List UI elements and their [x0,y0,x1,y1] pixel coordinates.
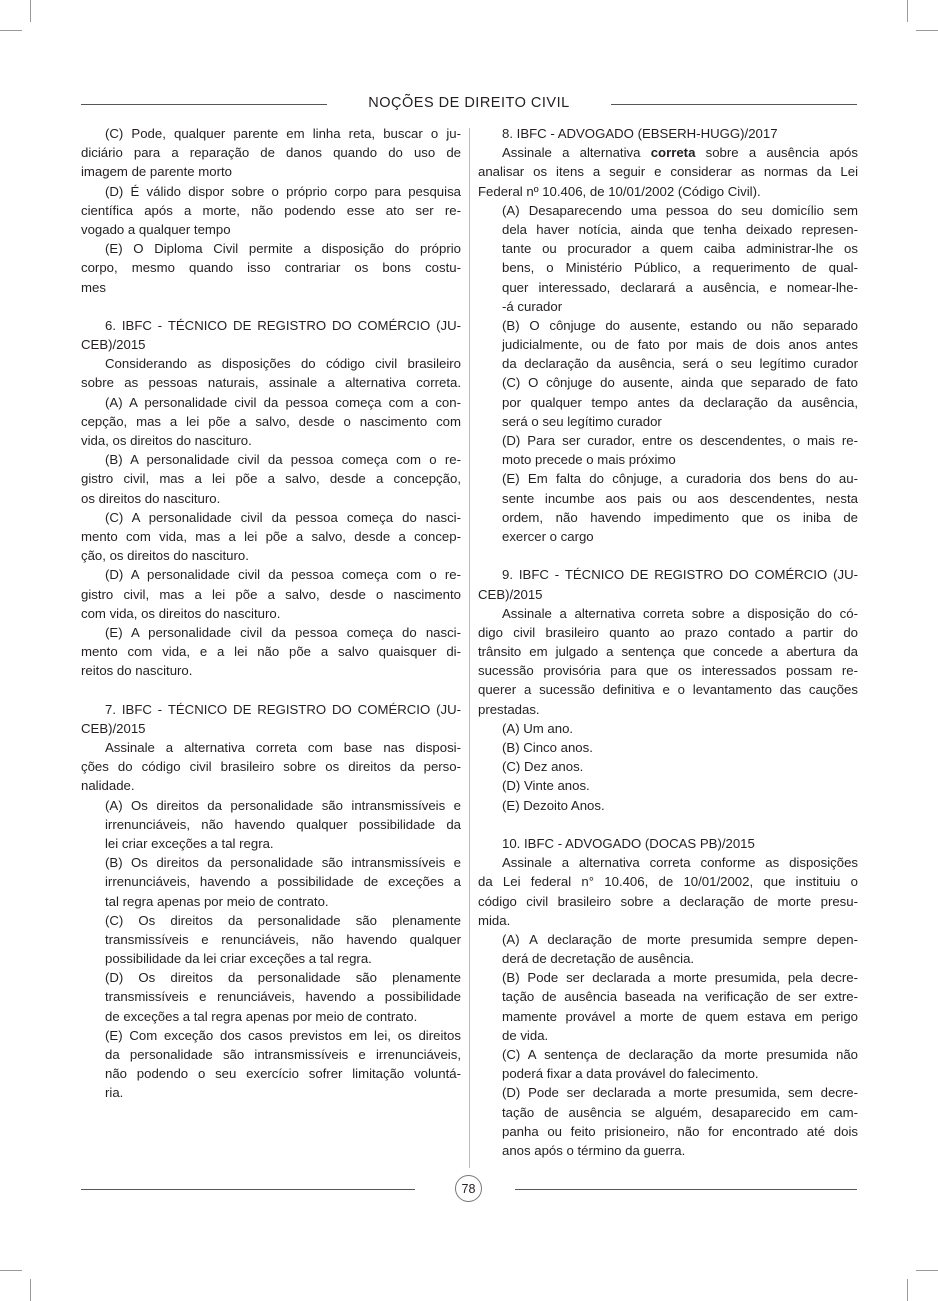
text-line: lei criar exceções a tal regra. [105,835,274,851]
answer-option: (D) Vinte anos. [502,778,590,794]
text-line: de vida. [502,1027,549,1043]
text-line: Assinale a alternativa correta com base nas disposi- [105,740,461,755]
text-line: de exceções a tal regra apenas por meio de contrato. [105,1008,418,1024]
text-line: Assinale a alternativa correta conforme as disposições [502,855,858,871]
text-line: poderá fixar a data provável do falecimento. [502,1066,759,1082]
text-line: mento com vida, e a lei não põe a salvo quaisquer di- [81,644,461,660]
text-line: vogado a qualquer tempo [81,221,231,237]
text-line: da declaração da ausência, será o seu legítimo curador [502,356,858,372]
text-line: (B) A personalidade civil da pessoa começa com o re- [105,452,461,468]
text-line: vida, os direitos do nascituro. [81,433,252,448]
right-column [478,124,858,1160]
text-line: diciário para a reparação de danos quando do uso de [81,145,461,161]
text-line: código civil brasileiro sobre a declaração de morte presu- [478,893,858,909]
question-heading: CEB)/2015 [478,586,543,602]
text-line: -á curador [502,298,563,314]
text-line: (D) Os direitos da personalidade são plenamente [105,970,461,986]
footer-rule-right [515,1189,857,1190]
text-line: (D) É válido dispor sobre o próprio corpo para pesquisa [105,183,461,199]
text-line: reitos do nascituro. [81,663,193,679]
text-line: não podendo o seu exercício sofrer limitação voluntá- [105,1066,461,1082]
text-line: Federal nº 10.406, de 10/01/2002 (Código Civil). [478,183,761,199]
text-line: moto precede o mais próximo [502,452,676,468]
paragraph-gap [81,680,461,699]
text-line: imagem de parente morto [81,164,232,180]
text-line: (C) Pode, qualquer parente em linha reta, buscar o ju- [105,126,461,141]
text-line: (B) Pode ser declarada a morte presumida, pela decre- [502,970,858,986]
crop-mark [916,30,938,31]
crop-mark [916,1270,938,1271]
answer-option: (A) Um ano. [502,720,574,736]
crop-mark [907,0,908,22]
page-title: NOÇÕES DE DIREITO CIVIL [368,95,570,111]
text-line: por qualquer tempo antes da declaração da ausência, [502,394,858,410]
text-line: (D) Pode ser declarada a morte presumida, sem decre- [502,1085,858,1101]
question-heading: 6. IBFC - TÉCNICO DE REGISTRO DO COMÉRCIO (JU- [105,317,461,333]
text-line: irrenunciáveis, havendo a possibilidade de exceções a [105,874,461,890]
text-line: Assinale a alternativa correta sobre a disposição do có- [502,605,858,621]
text-line: mida. [478,912,511,928]
question-heading: 10. IBFC - ADVOGADO (DOCAS PB)/2015 [502,835,755,851]
text-line: ções do código civil brasileiro sobre os direitos da perso- [81,759,461,775]
text-line: com vida, os direitos do nascituro. [81,605,281,621]
question-heading: 7. IBFC - TÉCNICO DE REGISTRO DO COMÉRCIO (JU- [105,701,461,717]
text-line [478,143,858,162]
text-line: ordem, não havendo impedimento que os iniba de [502,509,858,525]
text-line: cepção, mas a lei põe a salvo, desde o nascimento com [81,413,461,429]
text-line: tação de ausência se alguém, desaparecido em cam- [502,1104,858,1120]
footer-rule-left [81,1189,415,1190]
text-line: (C) A sentença de declaração da morte presumida não [502,1047,858,1062]
text-line: (E) Em falta do cônjuge, a curadoria dos bens do au- [502,471,858,487]
text-line: gistro civil, mas a lei põe a salvo, desde a concepção, [81,471,461,487]
crop-mark [30,1279,31,1301]
text-line: (B) Os direitos da personalidade são intransmissíveis e [105,855,461,871]
text-line: gistro civil, mas a lei põe a salvo, desde o nascimento [81,586,461,602]
crop-mark [0,30,22,31]
text-line: científica após a morte, não podendo esse ato ser re- [81,202,461,218]
answer-option: (C) Dez anos. [502,759,584,775]
text-line: transmissíveis e renunciáveis, havendo a possibilidade [105,989,461,1005]
text-line: os direitos do nascituro. [81,490,221,506]
column-divider [469,128,470,1168]
text-line: derá de decretação de ausência. [502,951,695,967]
text-line: bens, o Ministério Público, a requerimento de qual- [502,260,858,276]
text-line: possibilidade da lei criar exceções a tal regra. [105,951,372,967]
text-line: exercer o cargo [502,528,594,544]
text-line: sente incumbe aos pais ou aos descendentes, nesta [502,490,858,506]
question-heading: 8. IBFC - ADVOGADO (EBSERH-HUGG)/2017 [502,126,778,141]
text-line: (A) Os direitos da personalidade são intransmissíveis e [105,797,461,813]
text-line: sobre as pessoas naturais, assinale a alternativa correta. [81,375,461,391]
text-line: transmissíveis e renunciáveis, não havendo qualquer [105,931,461,947]
text-line: da personalidade são intransmissíveis e irrenunciáveis, [105,1047,461,1062]
text-line: panha ou feito prisioneiro, não for encontrado até dois [502,1123,858,1139]
text-line: (C) Os direitos da personalidade são plenamente [105,912,461,928]
text-line: mamente provável a morte de quem estava em perigo [502,1008,858,1024]
text-line: da Lei federal n° 10.406, de 10/01/2002, que instituiu o [478,874,858,890]
text-line: trânsito em julgado a sentença que concede a abertura da [478,644,858,660]
left-column [81,124,461,1103]
question-heading: CEB)/2015 [81,337,146,353]
text-line: judicialmente, ou de fato por mais de dois anos antes [502,337,858,353]
text-line: será o seu legítimo curador [502,413,662,429]
answer-option: (B) Cinco anos. [502,740,593,755]
text-line: (C) O cônjuge do ausente, ainda que separado de fato [502,375,858,391]
text-line: corpo, mesmo quando isso contrariar os bons costu- [81,260,461,276]
text-line: (B) O cônjuge do ausente, estando ou não separado [502,317,858,333]
text-line: Considerando as disposições do código civil brasileiro [105,356,461,372]
text-line: (A) A personalidade civil da pessoa começa com a con- [105,394,461,410]
text-span: Assinale a alternativa [502,145,651,161]
crop-mark [907,1279,908,1301]
text-line: (C) A personalidade civil da pessoa começa do nasci- [105,509,461,525]
text-line: querer a sucessão definitiva e o levantamento das cauções [478,682,858,698]
text-line: dela haver notícia, ainda que tenha deixado represen- [502,221,858,237]
paragraph-gap [478,546,858,565]
crop-mark [30,0,31,22]
text-line: digo civil brasileiro quanto ao prazo contado a partir do [478,624,858,640]
text-line: irrenunciáveis, não havendo qualquer possibilidade da [105,816,461,832]
page-number: 78 [455,1175,482,1202]
text-line: (A) Desaparecendo uma pessoa do seu domicílio sem [502,202,858,218]
paragraph-gap [81,297,461,316]
text-line: (D) Para ser curador, entre os descendentes, o mais re- [502,433,858,448]
paragraph-gap [478,815,858,834]
question-heading: CEB)/2015 [81,720,146,736]
text-line: ria. [105,1085,124,1101]
text-line: sucessão provisória para que os interessados possam re- [478,663,858,679]
text-line: (A) A declaração de morte presumida sempre depen- [502,931,858,947]
text-line: (E) A personalidade civil da pessoa começa do nasci- [105,624,461,640]
text-line: (E) Com exceção dos casos previstos em lei, os direitos [105,1027,461,1043]
text-line: mento com vida, mas a lei põe a salvo, desde a concep- [81,528,461,544]
text-line: tação de ausência baseada na verificação de ser extre- [502,989,858,1005]
text-line: analisar os itens a seguir e considerar as normas da Lei [478,164,858,180]
text-line: prestadas. [478,701,540,717]
text-line: anos após o término da guerra. [502,1142,686,1158]
answer-option: (E) Dezoito Anos. [502,797,605,813]
text-span: sobre a ausência após [695,145,858,161]
text-line: ção, os direitos do nascituro. [81,548,249,564]
text-line: (D) A personalidade civil da pessoa começa com o re- [105,567,461,583]
text-line: tante ou procurador a quem caiba administrar-lhe os [502,241,858,257]
crop-mark [0,1270,22,1271]
header-rule-right [611,104,857,105]
text-line: mes [81,279,106,295]
emphasis-word: correta [650,145,696,161]
question-heading: 9. IBFC - TÉCNICO DE REGISTRO DO COMÉRCIO (JU- [502,567,858,583]
text-line: (E) O Diploma Civil permite a disposição do próprio [105,241,461,257]
text-line: nalidade. [81,778,135,794]
text-line: quer interessado, declarará a ausência, e nomear-lhe- [502,279,858,295]
text-line: tal regra apenas por meio de contrato. [105,893,329,909]
